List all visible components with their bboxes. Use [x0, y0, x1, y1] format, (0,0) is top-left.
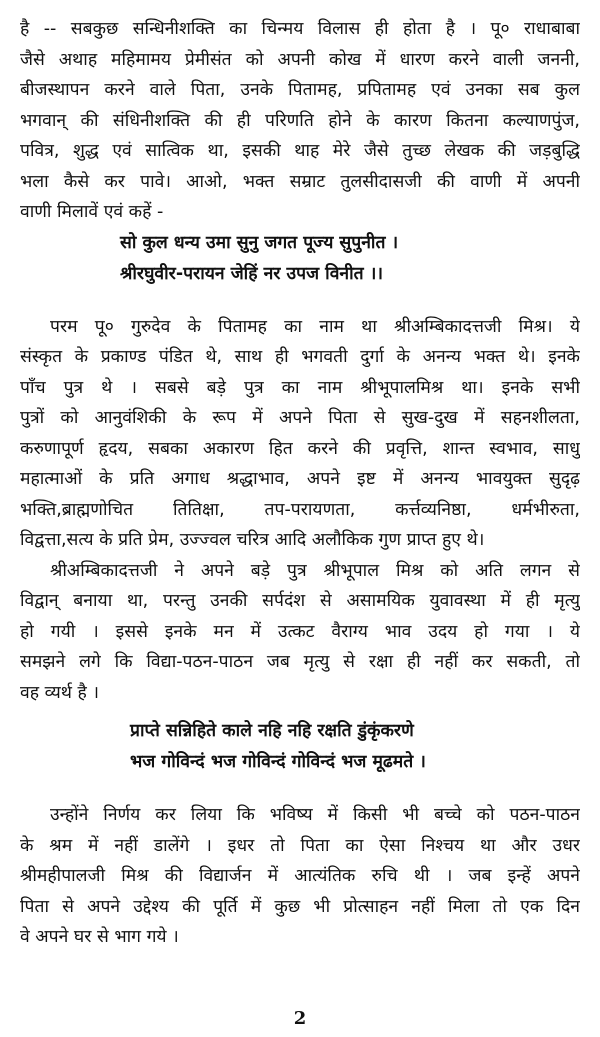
- text-line: विद्वान् बनाया था, परन्तु उनकी सर्पदंश से असामयिक युवावस्था में ही मृत्यु: [20, 591, 580, 611]
- text-line: के श्रम में नहीं डालेंगे । इधर तो पिता का ऐसा निश्चय था और उधर: [20, 835, 580, 856]
- text-line: वह व्यर्थ है ।: [20, 682, 99, 703]
- text-line: बीजस्थापन करने वाले पिता, उनके पितामह, प्रपितामह एवं उनका सब कुल: [20, 80, 580, 100]
- text-line: वे अपने घर से भाग गये ।: [20, 927, 179, 947]
- text-line: विद्वत्ता,सत्य के प्रति प्रेम, उज्ज्वल चरित्र आदि अलौकिक गुण प्राप्त हुए थे।: [20, 530, 485, 550]
- text-line: पुत्रों को आनुवंशिकी के रूप में अपने पिता से सुख-दुख में सहनशीलता,: [20, 408, 580, 428]
- paragraph-3: [20, 556, 580, 709]
- text-line: पाँच पुत्र थे । सबसे बड़े पुत्र का नाम श्रीभूपालमिश्र था। इनके सभी: [20, 377, 580, 398]
- paragraph-2: [20, 312, 580, 556]
- text-line: उन्होंने निर्णय कर लिया कि भविष्य में किसी भी बच्चे को पठन-पाठन: [50, 805, 580, 825]
- paragraph-4: [20, 800, 580, 953]
- verse-line: प्राप्ते सन्निहिते काले नहि नहि रक्षति डुंकृंकरणे: [130, 721, 414, 741]
- text-line: पवित्र, शुद्ध एवं सात्विक था, इसकी थाह मेरे जैसे तुच्छ लेखक की जड़बुद्धि: [20, 141, 580, 161]
- text-line: भला कैसे कर पावे। आओ, भक्त सम्राट तुलसीदासजी की वाणी में अपनी: [20, 171, 580, 192]
- text-line: जैसे अथाह महिमामय प्रेमीसंत को अपनी कोख में धारण करने वाली जननी,: [20, 49, 580, 70]
- verse-line: श्रीरघुवीर-परायन जेहिं नर उपज विनीत ।।: [120, 263, 384, 284]
- text-line: हो गयी । इससे इनके मन में उत्कट वैराग्य भाव उदय हो गया । ये: [20, 621, 580, 642]
- verse-1: [20, 228, 580, 290]
- page-number: 2: [293, 1008, 307, 1029]
- text-line: भगवान् की संधिनीशक्ति की ही परिणति होने के कारण कितना कल्याणपुंज,: [20, 110, 580, 131]
- text-line: वाणी मिलावें एवं कहें -: [20, 202, 164, 222]
- text-line: परम पू० गुरुदेव के पितामह का नाम था श्रीअम्बिकादत्तजी मिश्र। ये: [50, 316, 580, 337]
- text-line: श्रीअम्बिकादत्तजी ने अपने बड़े पुत्र श्रीभूपाल मिश्र को अति लगन से: [50, 560, 580, 581]
- paragraph-1: [20, 14, 580, 228]
- text-line: है -- सबकुछ सन्धिनीशक्ति का चिन्मय विलास ही होता है । पू० राधाबाबा: [20, 19, 580, 39]
- verse-line: सो कुल धन्य उमा सुनु जगत पूज्य सुपुनीत ।: [120, 232, 399, 253]
- text-line: महात्माओं के प्रति अगाध श्रद्धाभाव, अपने इष्ट में अनन्य भावयुक्त सुदृढ़: [20, 469, 580, 489]
- text-line: श्रीमहीपालजी मिश्र की विद्यार्जन में आत्यंतिक रुचि थी । जब इन्हें अपने: [20, 866, 580, 886]
- text-line: करुणापूर्ण हृदय, सबका अकारण हित करने की प्रवृत्ति, शान्त स्वभाव, साधु: [20, 438, 580, 459]
- text-line: पिता से अपने उद्देश्य की पूर्ति में कुछ भी प्रोत्साहन नहीं मिला तो एक दिन: [20, 896, 580, 917]
- verse-line: भज गोविन्दं भज गोविन्दं गोविन्दं भज मूढमते ।: [130, 752, 426, 772]
- verse-2: [20, 716, 580, 778]
- text-line: समझने लगे कि विद्या-पठन-पाठन जब मृत्यु से रक्षा ही नहीं कर सकती, तो: [20, 652, 580, 672]
- text-line: भक्ति,ब्राह्मणोचित तितिक्षा, तप-परायणता, कर्त्तव्यनिष्ठा, धर्मभीरुता,: [20, 499, 580, 520]
- text-line: संस्कृत के प्रकाण्ड पंडित थे, साथ ही भगवती दुर्गा के अनन्य भक्त थे। इनके: [20, 347, 580, 367]
